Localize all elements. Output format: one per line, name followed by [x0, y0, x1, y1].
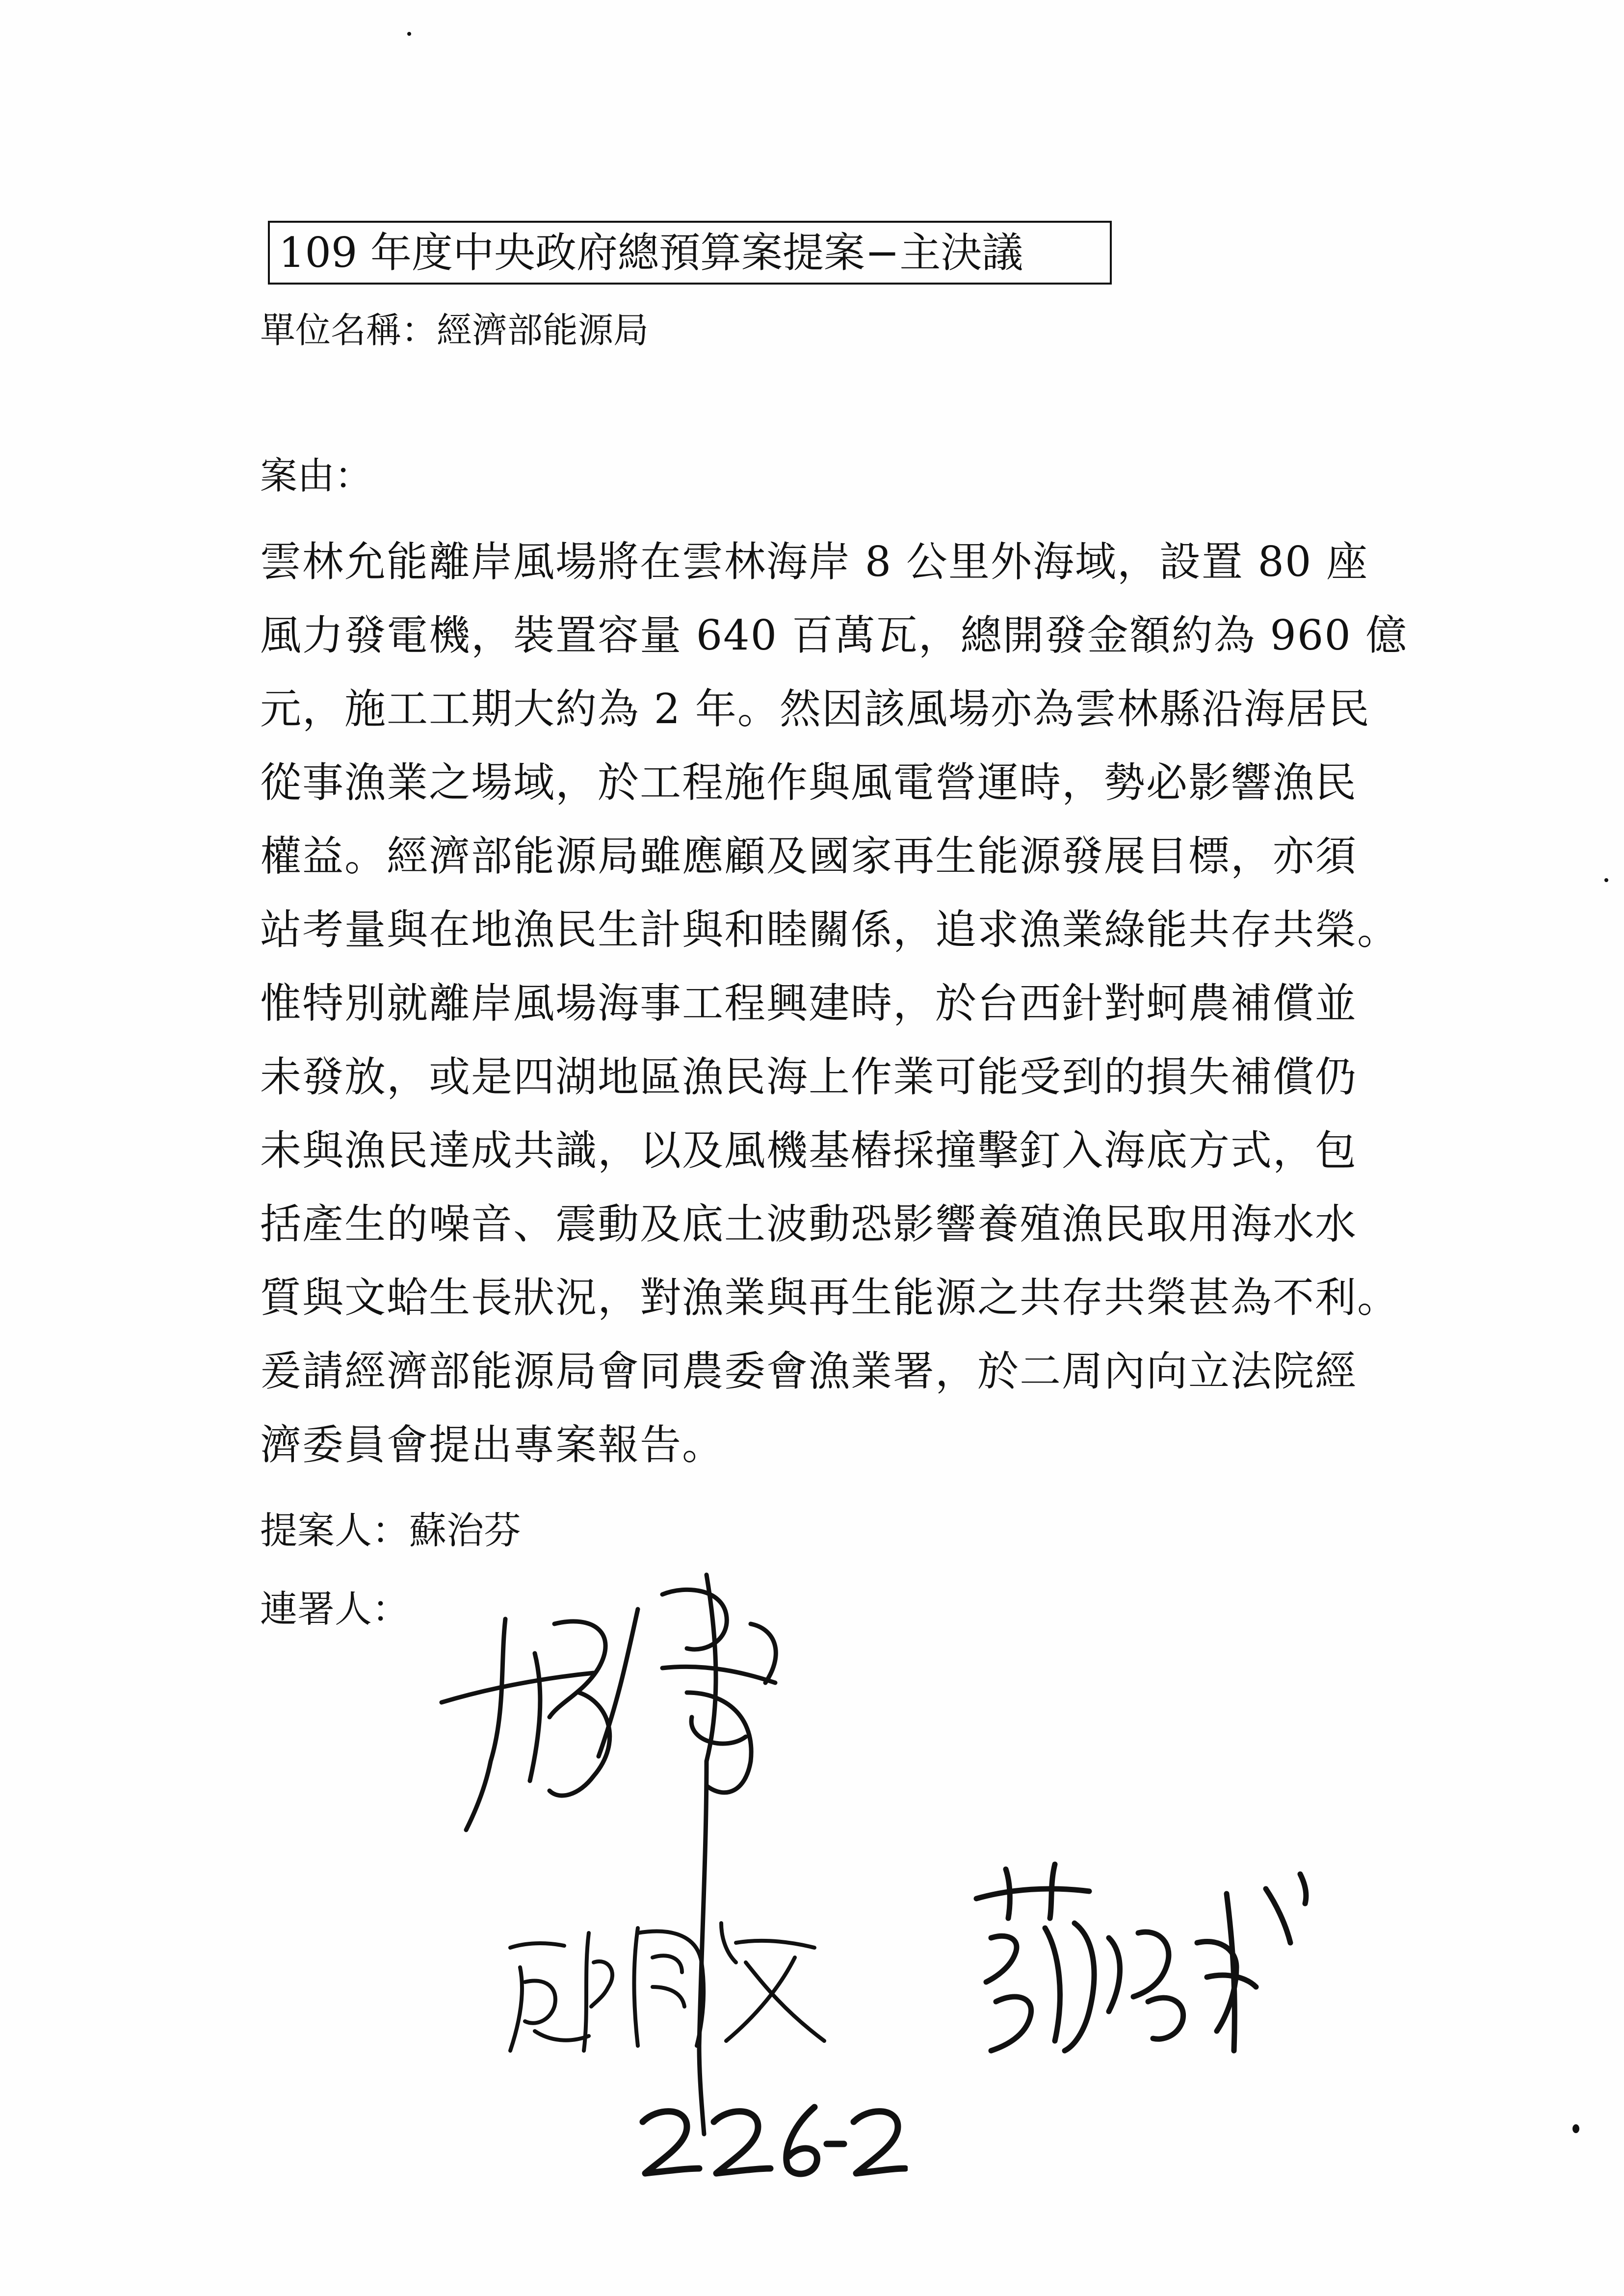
body-line: 爰請經濟部能源局會同農委會漁業署，於二周內向立法院經: [260, 1347, 1358, 1395]
signature-1: [432, 1555, 864, 2164]
reason-body: [260, 525, 1447, 1482]
body-line: 惟特別就離岸風場海事工程興建時，於台西針對蚵農補償並: [260, 979, 1358, 1027]
body-line: 未發放，或是四湖地區漁民海上作業可能受到的損失補償仍: [260, 1053, 1358, 1101]
proposer-line: 提案人：蘇治芬: [260, 1509, 521, 1552]
body-line: 風力發電機，裝置容量 640 百萬瓦，總開發金額約為 960 億: [260, 611, 1408, 659]
scan-speck: [1572, 2124, 1579, 2133]
unit-name-line: 單位名稱：經濟部能源局: [260, 310, 649, 351]
cosigner-label: 連署人：: [260, 1587, 409, 1631]
body-line: 括產生的噪音、震動及底土波動恐影響養殖漁民取用海水水: [260, 1200, 1358, 1248]
scan-speck: [407, 32, 411, 36]
body-line: 未與漁民達成共識，以及風機基樁採撞擊釘入海底方式，包: [260, 1126, 1358, 1174]
body-line: 雲林允能離岸風場將在雲林海岸 8 公里外海域，設置 80 座: [260, 538, 1369, 586]
scan-speck: [1604, 878, 1608, 882]
signature-3: [962, 1854, 1335, 2100]
signature-2: [491, 1904, 844, 2070]
document-title: 109 年度中央政府總預算案提案−主決議: [268, 221, 1112, 285]
page-number-handwriting: [633, 2095, 908, 2183]
body-line: 元，施工工期大約為 2 年。然因該風場亦為雲林縣沿海居民: [260, 685, 1370, 733]
body-line: 站考量與在地漁民生計與和睦關係，追求漁業綠能共存共榮。: [260, 906, 1400, 954]
page-number: [633, 2095, 908, 2183]
body-line: 從事漁業之場域，於工程施作與風電營運時，勢必影響漁民: [260, 758, 1358, 807]
body-line: 權益。經濟部能源局雖應顧及國家再生能源發展目標，亦須: [260, 832, 1358, 880]
body-line: 質與文蛤生長狀況，對漁業與再生能源之共存共榮甚為不利。: [260, 1274, 1400, 1322]
body-line: 濟委員會提出專案報告。: [260, 1421, 725, 1469]
reason-label: 案由：: [260, 454, 372, 497]
